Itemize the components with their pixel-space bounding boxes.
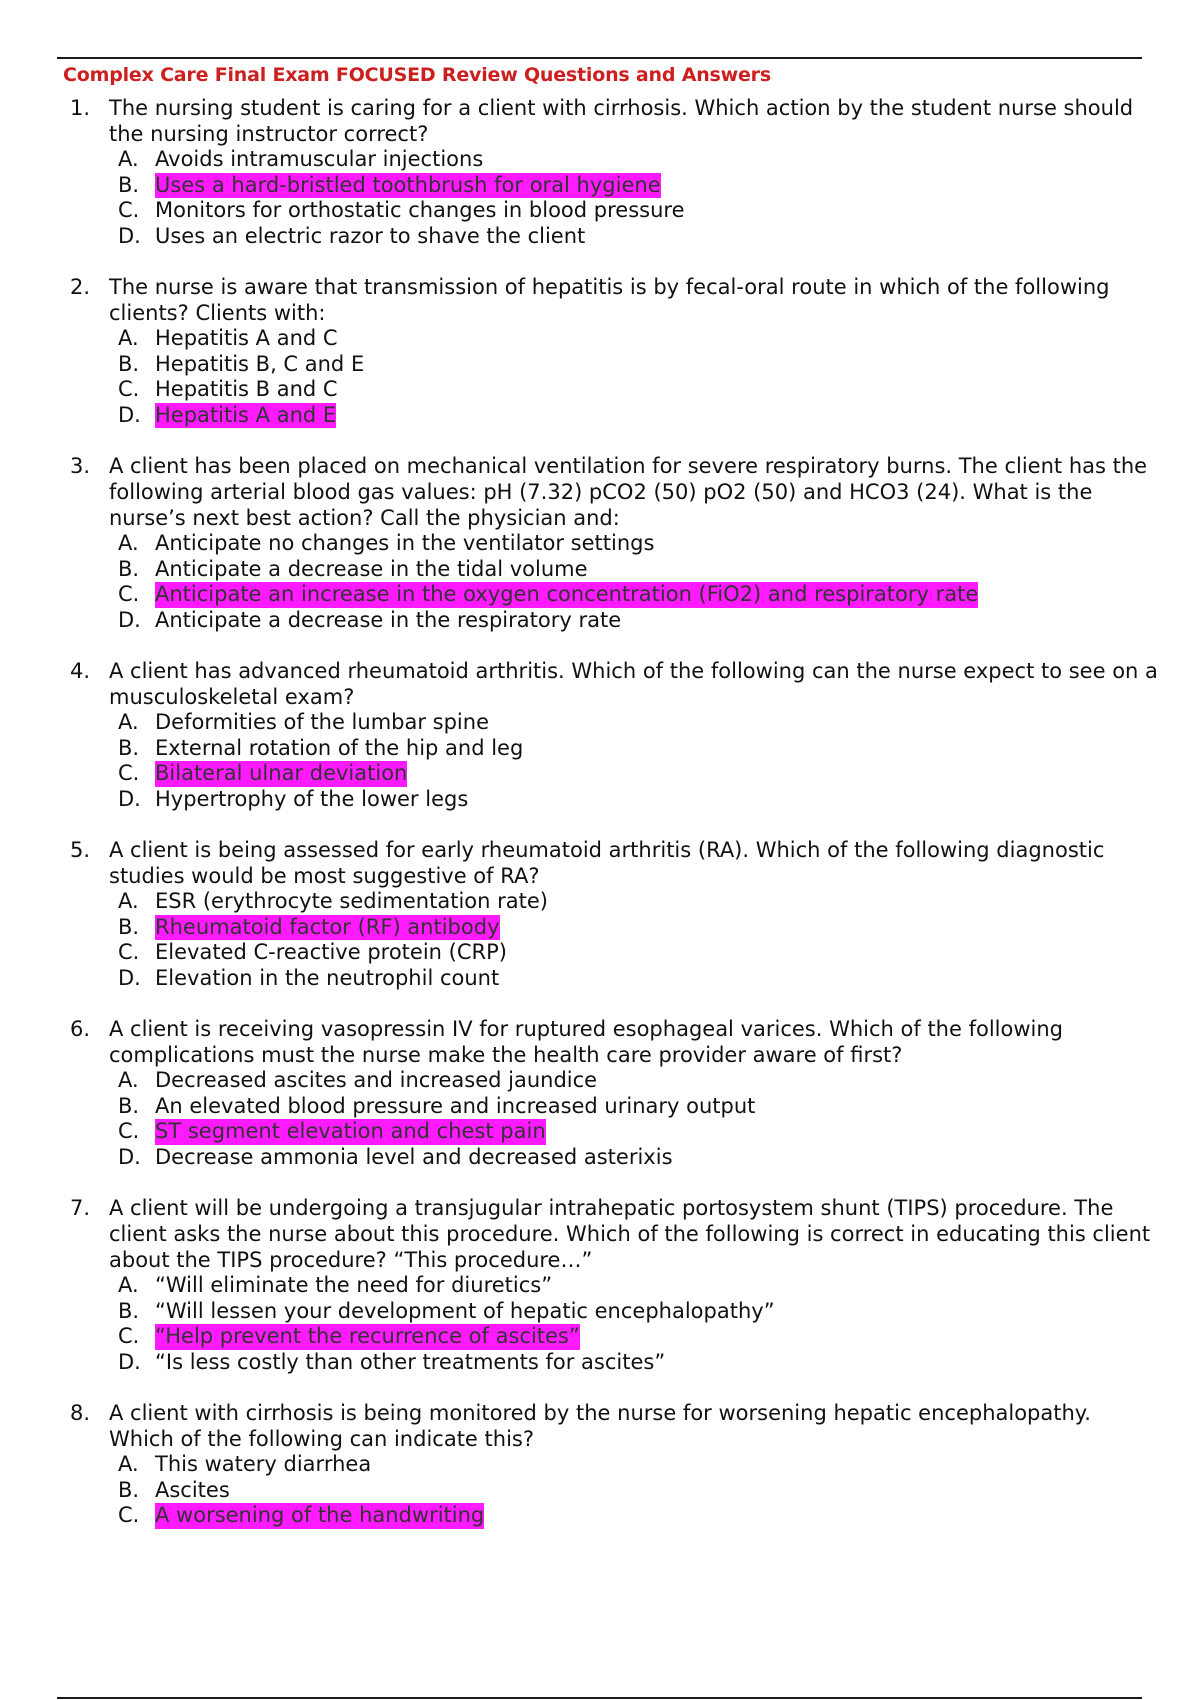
answer-options bbox=[70, 1452, 1160, 1529]
option-text: An elevated blood pressure and increased urinary output bbox=[155, 1093, 756, 1118]
option-text: Uses an electric razor to shave the client bbox=[155, 223, 586, 248]
option-text: Hypertrophy of the lower legs bbox=[155, 786, 469, 811]
answer-option bbox=[70, 1350, 1160, 1376]
question-stem bbox=[70, 1016, 1160, 1068]
answer-option bbox=[70, 1299, 1160, 1325]
answer-option bbox=[70, 1119, 1160, 1145]
bottom-rule bbox=[57, 1697, 1142, 1699]
question-1 bbox=[70, 95, 1160, 249]
option-letter: B. bbox=[118, 172, 140, 197]
option-text: Avoids intramuscular injections bbox=[155, 147, 484, 171]
question-number: 1. bbox=[70, 96, 91, 120]
answer-option bbox=[70, 736, 1160, 762]
option-letter: B. bbox=[118, 351, 140, 376]
option-text: Ascites bbox=[155, 1477, 230, 1502]
answer-option bbox=[70, 889, 1160, 915]
question-4 bbox=[70, 658, 1160, 812]
answer-option bbox=[70, 582, 1160, 608]
answer-option bbox=[70, 710, 1160, 736]
question-number: 4. bbox=[70, 659, 91, 683]
option-letter: D. bbox=[118, 1349, 141, 1374]
highlighted-answer: “Help prevent the recurrence of ascites” bbox=[155, 1324, 580, 1348]
highlighted-answer: ST segment elevation and chest pain bbox=[155, 1119, 546, 1143]
question-text: A client with cirrhosis is being monitored by the nurse for worsening hepatic encephalopathy. Which of the following can indicate this? bbox=[109, 1401, 1091, 1451]
option-letter: D. bbox=[118, 607, 141, 632]
question-number: 2. bbox=[70, 275, 91, 299]
option-letter: B. bbox=[118, 556, 140, 581]
question-5 bbox=[70, 837, 1160, 991]
option-text: Deformities of the lumbar spine bbox=[155, 710, 489, 734]
answer-option bbox=[70, 377, 1160, 403]
question-stem bbox=[70, 1195, 1160, 1273]
option-text: Anticipate a decrease in the respiratory rate bbox=[155, 607, 622, 632]
option-letter: B. bbox=[118, 1093, 140, 1118]
option-letter: A. bbox=[118, 1452, 139, 1476]
option-text: “Will eliminate the need for diuretics” bbox=[155, 1273, 553, 1297]
question-number: 5. bbox=[70, 838, 91, 862]
question-number: 6. bbox=[70, 1017, 91, 1041]
highlighted-answer: Rheumatoid factor (RF) antibody bbox=[155, 914, 500, 939]
option-text: Monitors for orthostatic changes in blood pressure bbox=[155, 198, 685, 222]
question-7 bbox=[70, 1195, 1160, 1375]
question-text: The nursing student is caring for a client with cirrhosis. Which action by the student nurse should the nursing instructor correct? bbox=[109, 96, 1134, 146]
answer-option bbox=[70, 1273, 1160, 1299]
answer-options bbox=[70, 1068, 1160, 1170]
answer-options bbox=[70, 147, 1160, 249]
highlighted-answer: A worsening of the handwriting bbox=[155, 1503, 485, 1527]
answer-option bbox=[70, 1094, 1160, 1120]
answer-options bbox=[70, 326, 1160, 428]
option-letter: D. bbox=[118, 965, 141, 990]
answer-option bbox=[70, 787, 1160, 813]
answer-option bbox=[70, 1324, 1160, 1350]
question-2 bbox=[70, 274, 1160, 428]
option-letter: A. bbox=[118, 147, 139, 171]
answer-option bbox=[70, 1068, 1160, 1094]
option-text: External rotation of the hip and leg bbox=[155, 735, 524, 760]
option-text: “Is less costly than other treatments for ascites” bbox=[155, 1349, 666, 1374]
option-text: Elevated C-reactive protein (CRP) bbox=[155, 940, 507, 964]
answer-options bbox=[70, 1273, 1160, 1375]
answer-option bbox=[70, 940, 1160, 966]
option-letter: C. bbox=[118, 1503, 140, 1527]
answer-option bbox=[70, 147, 1160, 173]
question-stem bbox=[70, 453, 1160, 531]
option-letter: A. bbox=[118, 1273, 139, 1297]
option-text: Decrease ammonia level and decreased asterixis bbox=[155, 1144, 673, 1169]
option-letter: C. bbox=[118, 1324, 140, 1348]
answer-options bbox=[70, 531, 1160, 633]
option-text: This watery diarrhea bbox=[155, 1452, 372, 1476]
answer-option bbox=[70, 966, 1160, 992]
option-text: Anticipate no changes in the ventilator settings bbox=[155, 531, 655, 555]
option-text: Hepatitis A and C bbox=[155, 326, 338, 350]
highlighted-answer: Anticipate an increase in the oxygen concentration (FiO2) and respiratory rate bbox=[155, 582, 979, 606]
option-text: Hepatitis B, C and E bbox=[155, 351, 365, 376]
option-letter: A. bbox=[118, 531, 139, 555]
answer-options bbox=[70, 710, 1160, 812]
highlighted-answer: Hepatitis A and E bbox=[155, 402, 337, 427]
option-letter: D. bbox=[118, 1144, 141, 1169]
option-text: Decreased ascites and increased jaundice bbox=[155, 1068, 598, 1092]
answer-option bbox=[70, 198, 1160, 224]
answer-option bbox=[70, 326, 1160, 352]
option-letter: C. bbox=[118, 198, 140, 222]
question-text: A client will be undergoing a transjugular intrahepatic portosystem shunt (TIPS) procedure. The client asks the nurse about this procedure. Which of the following is correct in educating this client about the TIPS procedure? “This procedure…” bbox=[109, 1196, 1151, 1272]
question-number: 7. bbox=[70, 1196, 91, 1220]
answer-options bbox=[70, 889, 1160, 991]
option-letter: C. bbox=[118, 761, 140, 785]
answer-option bbox=[70, 761, 1160, 787]
question-8 bbox=[70, 1400, 1160, 1529]
option-text: Anticipate a decrease in the tidal volume bbox=[155, 556, 588, 581]
question-text: The nurse is aware that transmission of hepatitis is by fecal-oral route in which of the following clients? Clients with: bbox=[109, 275, 1110, 325]
question-stem bbox=[70, 274, 1160, 326]
option-letter: C. bbox=[118, 1119, 140, 1143]
option-text: ESR (erythrocyte sedimentation rate) bbox=[155, 889, 548, 913]
question-number: 3. bbox=[70, 454, 91, 478]
document-title: Complex Care Final Exam FOCUSED Review Questions and Answers bbox=[63, 64, 771, 86]
top-rule bbox=[57, 57, 1142, 59]
option-letter: D. bbox=[118, 786, 141, 811]
answer-option bbox=[70, 1452, 1160, 1478]
option-text: Elevation in the neutrophil count bbox=[155, 965, 500, 990]
question-text: A client has been placed on mechanical ventilation for severe respiratory burns. The client has the following arterial blood gas values: pH (7.32) pCO2 (50) pO2 (50) and HCO3 (24). What is the nurse’s next best action? Call the physician and: bbox=[109, 454, 1148, 530]
question-list bbox=[70, 95, 1160, 1554]
highlighted-answer: Bilateral ulnar deviation bbox=[155, 761, 408, 785]
answer-option bbox=[70, 531, 1160, 557]
question-stem bbox=[70, 95, 1160, 147]
option-letter: B. bbox=[118, 914, 140, 939]
question-6 bbox=[70, 1016, 1160, 1170]
answer-option bbox=[70, 403, 1160, 429]
answer-option bbox=[70, 224, 1160, 250]
option-letter: A. bbox=[118, 710, 139, 734]
option-letter: A. bbox=[118, 1068, 139, 1092]
question-text: A client has advanced rheumatoid arthritis. Which of the following can the nurse expect to see on a musculoskeletal exam? bbox=[109, 659, 1158, 709]
answer-option bbox=[70, 557, 1160, 583]
option-letter: C. bbox=[118, 940, 140, 964]
answer-option bbox=[70, 915, 1160, 941]
answer-option bbox=[70, 173, 1160, 199]
option-text: “Will lessen your development of hepatic encephalopathy” bbox=[155, 1298, 775, 1323]
question-stem bbox=[70, 658, 1160, 710]
highlighted-answer: Uses a hard-bristled toothbrush for oral hygiene bbox=[155, 172, 661, 197]
question-stem bbox=[70, 1400, 1160, 1452]
answer-option bbox=[70, 1503, 1160, 1529]
question-number: 8. bbox=[70, 1401, 91, 1425]
option-letter: A. bbox=[118, 889, 139, 913]
option-letter: C. bbox=[118, 377, 140, 401]
option-letter: B. bbox=[118, 1298, 140, 1323]
option-letter: A. bbox=[118, 326, 139, 350]
option-letter: B. bbox=[118, 1477, 140, 1502]
answer-option bbox=[70, 1145, 1160, 1171]
question-text: A client is being assessed for early rheumatoid arthritis (RA). Which of the following diagnostic studies would be most suggestive of RA? bbox=[109, 838, 1105, 888]
answer-option bbox=[70, 352, 1160, 378]
answer-option bbox=[70, 1478, 1160, 1504]
question-stem bbox=[70, 837, 1160, 889]
answer-option bbox=[70, 608, 1160, 634]
question-text: A client is receiving vasopressin IV for ruptured esophageal varices. Which of the following complications must the nurse make the health care provider aware of first? bbox=[109, 1017, 1063, 1067]
question-3 bbox=[70, 453, 1160, 633]
option-text: Hepatitis B and C bbox=[155, 377, 338, 401]
option-letter: D. bbox=[118, 402, 141, 427]
option-letter: C. bbox=[118, 582, 140, 606]
option-letter: B. bbox=[118, 735, 140, 760]
option-letter: D. bbox=[118, 223, 141, 248]
